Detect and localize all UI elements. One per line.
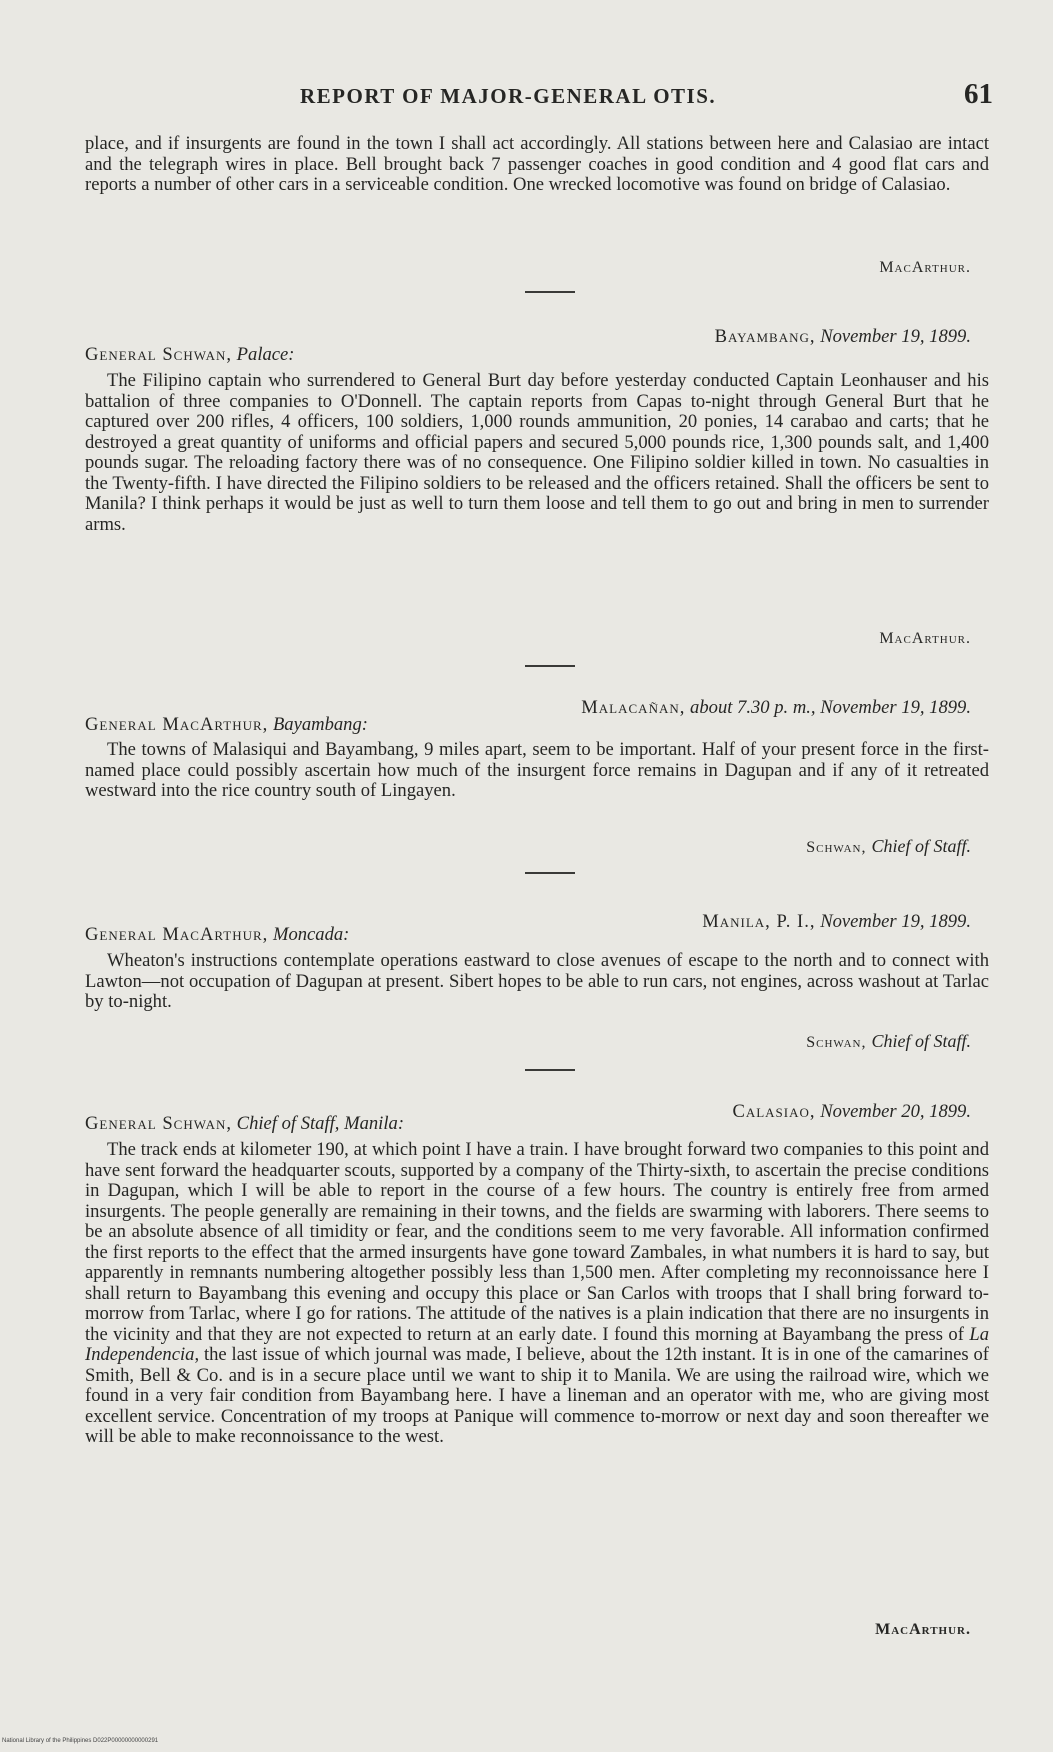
- message-1-body: [85, 371, 989, 535]
- message-2-addressee: General MacArthur,: [85, 714, 269, 735]
- continuation-text: place, and if insurgents are found in the town I shall act accordingly. All stations between here and Calasiao are intact and the telegraph wires in place. Bell brought back 7 passenger coaches in good condition and 4 good flat cars and reports a number of other cars in a serviceable condition. One wrecked locomotive was found on bridge of Calasiao.: [85, 133, 989, 195]
- message-1-signer: MacArthur.: [879, 630, 971, 647]
- section-divider: [525, 291, 575, 293]
- message-4-body: [85, 1140, 989, 1448]
- message-1-salutation: [85, 344, 295, 366]
- running-head: REPORT OF MAJOR-GENERAL OTIS.: [300, 84, 717, 108]
- message-4-addressee-location: Chief of Staff, Manila:: [236, 1113, 405, 1134]
- message-3-text: Wheaton's instructions contemplate operations eastward to close avenues of escape to the north and to connect with Lawton—not occupation of Dagupan at present. Sibert hopes to be able to run cars, not engines, across washout at Tarlac by to-night.: [85, 950, 989, 1012]
- page-header: [0, 78, 1053, 118]
- message-1-dateline: [715, 326, 971, 348]
- message-2-text: The towns of Malasiqui and Bayambang, 9 miles apart, seem to be important. Half of your present force in the first-named place could possibly ascertain how much of the insurgent force remains in Dagupan and if any of it retreated westward into the rice country south of Lingayen.: [85, 739, 989, 801]
- message-3-dateline: [702, 911, 971, 933]
- section-divider: [525, 1069, 575, 1071]
- message-2-signer-title: Chief of Staff.: [871, 836, 971, 856]
- message-1-place: Bayambang,: [714, 326, 816, 347]
- message-4-salutation: [85, 1113, 404, 1135]
- section-divider: [525, 872, 575, 874]
- message-3-place: Manila, P. I.,: [702, 911, 816, 932]
- message-3-addressee: General MacArthur,: [85, 924, 269, 945]
- message-4-addressee: General Schwan,: [85, 1113, 233, 1134]
- message-2-salutation: [85, 714, 368, 736]
- message-1-text: The Filipino captain who surrendered to General Burt day before yesterday conducted Captain Leonhauser and his battalion of three companies to O'Donnell. The captain reports from Capas to-night through General Burt that he captured over 200 rifles, 4 officers, 100 soldiers, 1,000 rounds ammunition, 20 ponies, 14 carabao and carts; that he destroyed a great quantity of uniforms and official papers and secured 5,000 pounds rice, 1,300 pounds salt, and 1,400 pounds sugar. The reloading factory there was of no consequence. One Filipino soldier killed in town. No casualties in the Twenty-fifth. I have directed the Filipino soldiers to be released and the officers retained. Shall the officers be sent to Manila? I think perhaps it would be just as well to turn them loose and tell them to go out and bring in men to surrender arms.: [85, 370, 989, 535]
- message-4-text: [85, 1140, 989, 1448]
- message-4-dateline: [732, 1101, 971, 1123]
- message-3-signature: [806, 1031, 971, 1052]
- section-divider: [525, 665, 575, 667]
- message-1-date: November 19, 1899.: [820, 326, 971, 347]
- continuation-paragraph: [85, 134, 989, 196]
- message-1-addressee: General Schwan,: [85, 344, 233, 365]
- message-3-signer-title: Chief of Staff.: [871, 1031, 971, 1051]
- message-1-signature: [879, 627, 971, 648]
- message-3-salutation: [85, 924, 349, 946]
- scan-credit: National Library of the Philippines D022P00000000000291: [2, 1738, 159, 1744]
- message-3-body: [85, 951, 989, 1013]
- message-4-date: November 20, 1899.: [820, 1101, 971, 1122]
- message-4-text-part-1: The track ends at kilometer 190, at which point I have a train. I have brought forward two companies to this point and have sent forward the headquarter scouts, supported by a company of the Thirty-sixth, to ascertain the precise conditions in Dagupan, which I will be able to report in the course of a few hours. The country is entirely free from armed insurgents. The people generally are remaining in their towns, and the fields are swarming with laborers. There seems to be an absolute absence of all timidity or fear, and the conditions seem to me very favorable. All information confirmed the first reports to the effect that the armed insurgents have gone toward Zambales, in what numbers it is hard to say, but apparently in remnants numbering altogether possibly less than 1,500 men. After completing my reconnoissance here I shall return to Bayambang this evening and occupy this place or San Carlos with troops that I shall bring forward to-morrow from Tarlac, where I go for rations. The attitude of the natives is a plain indication that there are no insurgents in the vicinity and that they are not expected to return at an early date. I found this morning at Bayambang the press of: [85, 1139, 989, 1345]
- message-3-addressee-location: Moncada:: [272, 924, 350, 945]
- message-2-signer: Schwan,: [806, 839, 867, 856]
- continuation-signature: MacArthur.: [879, 259, 971, 276]
- message-3-signer: Schwan,: [806, 1034, 867, 1051]
- message-2-addressee-location: Bayambang:: [272, 714, 368, 735]
- message-2-signature: [806, 836, 971, 857]
- message-1-addressee-location: Palace:: [236, 344, 295, 365]
- message-4-signature: MacArthur.: [875, 1621, 971, 1638]
- message-3-date: November 19, 1899.: [820, 911, 971, 932]
- message-2-body: [85, 740, 989, 802]
- message-2-date: about 7.30 p. m., November 19, 1899.: [690, 697, 971, 718]
- newspaper-title: La Independencia: [85, 1323, 989, 1365]
- page-number: 61: [964, 78, 993, 110]
- message-2-dateline: [581, 697, 971, 719]
- message-2-place: Malacañan,: [581, 697, 686, 718]
- message-4-text-part-2: , the last issue of which journal was made, I believe, about the 12th instant. It is in one of the camarines of Smith, Bell & Co. and is in a secure place until we want to ship it to Manila. We are using the railroad wire, which we found in a very fair condition from Bayambang here. I have a lineman and an operator with me, who are giving most excellent service. Concentration of my troops at Panique will commence to-morrow or next day and soon thereafter we will be able to make reconnoissance to the west.: [85, 1344, 989, 1447]
- message-4-place: Calasiao,: [732, 1101, 816, 1122]
